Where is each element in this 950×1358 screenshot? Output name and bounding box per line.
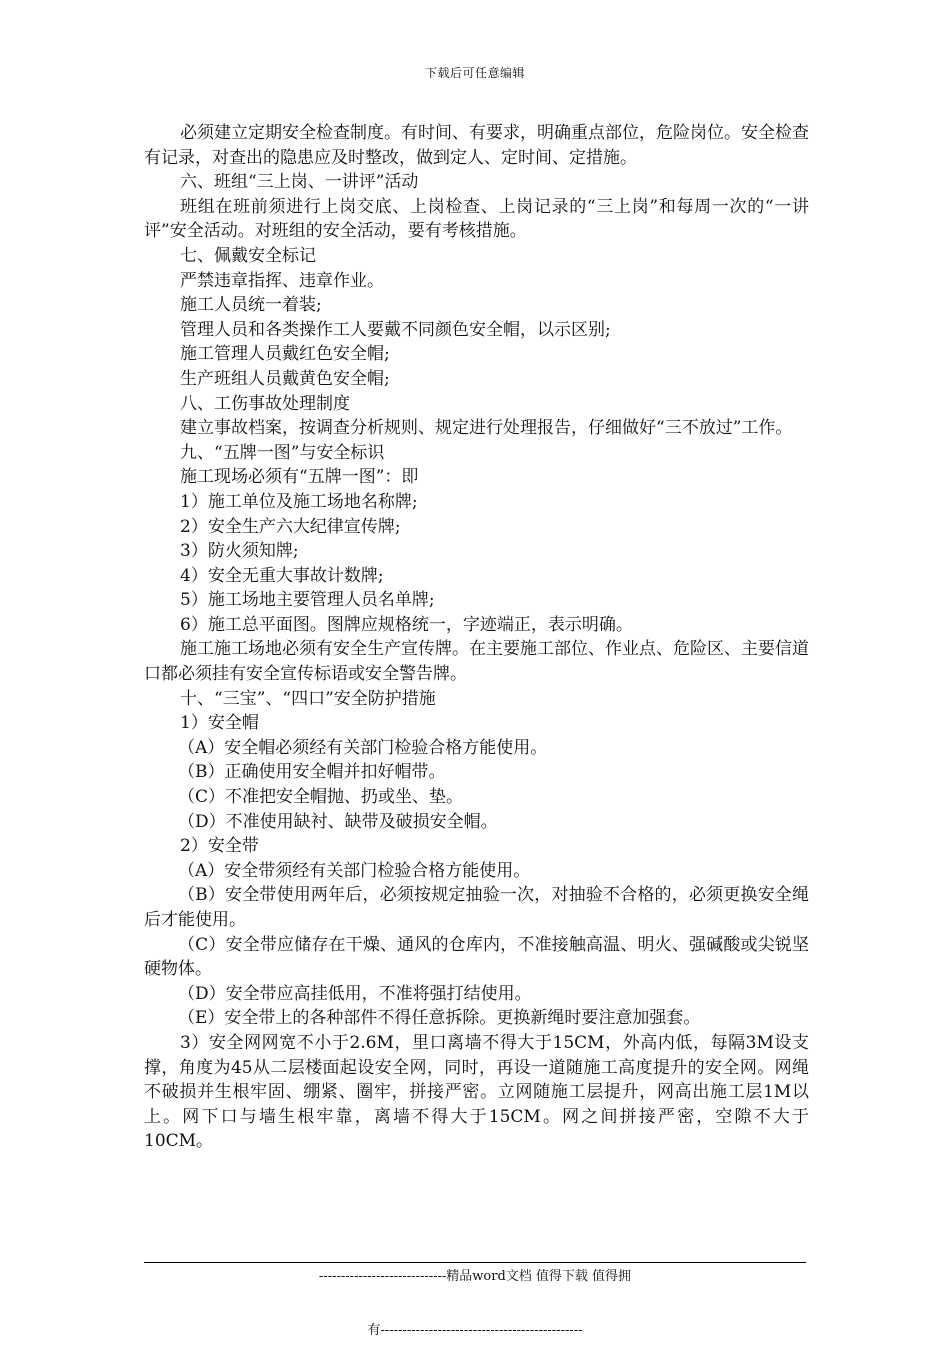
- footer-rule: [144, 1262, 806, 1263]
- list-item: 5）施工场地主要管理人员名单牌;: [180, 590, 435, 611]
- sub-item: （E）安全带上的各种部件不得任意拆除。更换新绳时要注意加强套。: [178, 1008, 701, 1029]
- paragraph-safety-net: 3）安全网网宽不小于2.6M，里口离墙不得大于15CM，外高内低，每隔3M设支撑，角度为45从二层楼面起设安全网，同时，再设一道随施工高度提升的安全网。网绳不破损并生根牢固、绷紧、圈牢，拼接严密。立网随施工层提升，网高出施工层1M以上。网下口与墙生根牢靠，离墙不得大于15CM。网之间拼接严密，空隙不大于10CM。: [144, 1032, 809, 1152]
- document-body: [144, 121, 809, 1154]
- paragraph-line: 施工现场必须有“五牌一图”：即: [180, 467, 419, 488]
- paragraph-accident-file: 建立事故档案，按调查分析规则、规定进行处理报告，仔细做好“三不放过”工作。: [180, 418, 793, 439]
- paragraph-signage: 施工施工场地必须有安全生产宣传牌。在主要施工部位、作业点、危险区、主要信道口都必须挂有安全宣传标语或安全警告牌。: [144, 639, 809, 685]
- list-item: 3）防火须知牌;: [180, 541, 299, 562]
- sub-item: （D）不准使用缺衬、缺带及破损安全帽。: [178, 811, 498, 832]
- list-item: 6）施工总平面图。图牌应规格统一，字迹端正，表示明确。: [180, 614, 633, 635]
- heading-section-6: 六、班组“三上岗、一讲评”活动: [180, 172, 419, 193]
- paragraph-line: 施工管理人员戴红色安全帽;: [180, 344, 390, 365]
- list-item: 1）施工单位及施工场地名称牌;: [180, 491, 418, 512]
- sub-item: （B）正确使用安全帽并扣好帽带。: [178, 762, 446, 783]
- paragraph-line: 施工人员统一着装;: [180, 295, 322, 316]
- sub-item: （A）安全帽必须经有关部门检验合格方能使用。: [178, 737, 548, 758]
- sub-item: （C）不准把安全帽抛、扔或坐、垫。: [178, 787, 464, 808]
- sub-item: （A）安全带须经有关部门检验合格方能使用。: [178, 860, 531, 881]
- sub-item: （B）安全带使用两年后，必须按规定抽验一次，对抽验不合格的，必须更换安全绳后才能使用。: [144, 885, 809, 930]
- heading-section-7: 七、佩戴安全标记: [180, 245, 316, 266]
- list-item: 4）安全无重大事故计数牌;: [180, 565, 384, 586]
- heading-section-10: 十、“三宝”、“四口”安全防护措施: [180, 688, 436, 709]
- heading-section-9: 九、“五牌一图”与安全标识: [180, 442, 385, 463]
- sub-item: （D）安全带应高挂低用，不准将强打结使用。: [178, 983, 532, 1004]
- footer-text-line-2: 有----------------------------------------------: [367, 1323, 583, 1338]
- page-header: 下载后可任意编辑: [424, 66, 525, 80]
- list-item: 1）安全帽: [180, 713, 259, 734]
- paragraph-team-activity: 班组在班前须进行上岗交底、上岗检查、上岗记录的“三上岗”和每周一次的“一讲评”安全活动。对班组的安全活动，要有考核措施。: [144, 196, 809, 242]
- sub-item: （C）安全带应储存在干燥、通风的仓库内，不准接触高温、明火、强碱酸或尖锐坚硬物体。: [144, 934, 809, 980]
- paragraph-inspection: 必须建立定期安全检查制度。有时间、有要求，明确重点部位，危险岗位。安全检查有记录，对查出的隐患应及时整改，做到定人、定时间、定措施。: [144, 123, 809, 168]
- paragraph-line: 管理人员和各类操作工人要戴不同颜色安全帽，以示区别;: [180, 319, 611, 340]
- list-item: 2）安全带: [180, 836, 259, 857]
- list-item: 2）安全生产六大纪律宣传牌;: [180, 516, 401, 537]
- footer-text-line-1: -----------------------------精品word文档 值得下载 值得拥: [318, 1269, 632, 1284]
- paragraph-line: 严禁违章指挥、违章作业。: [180, 270, 384, 291]
- paragraph-line: 生产班组人员戴黄色安全帽;: [180, 368, 390, 389]
- page-footer: [0, 1232, 950, 1358]
- heading-section-8: 八、工伤事故处理制度: [180, 393, 350, 414]
